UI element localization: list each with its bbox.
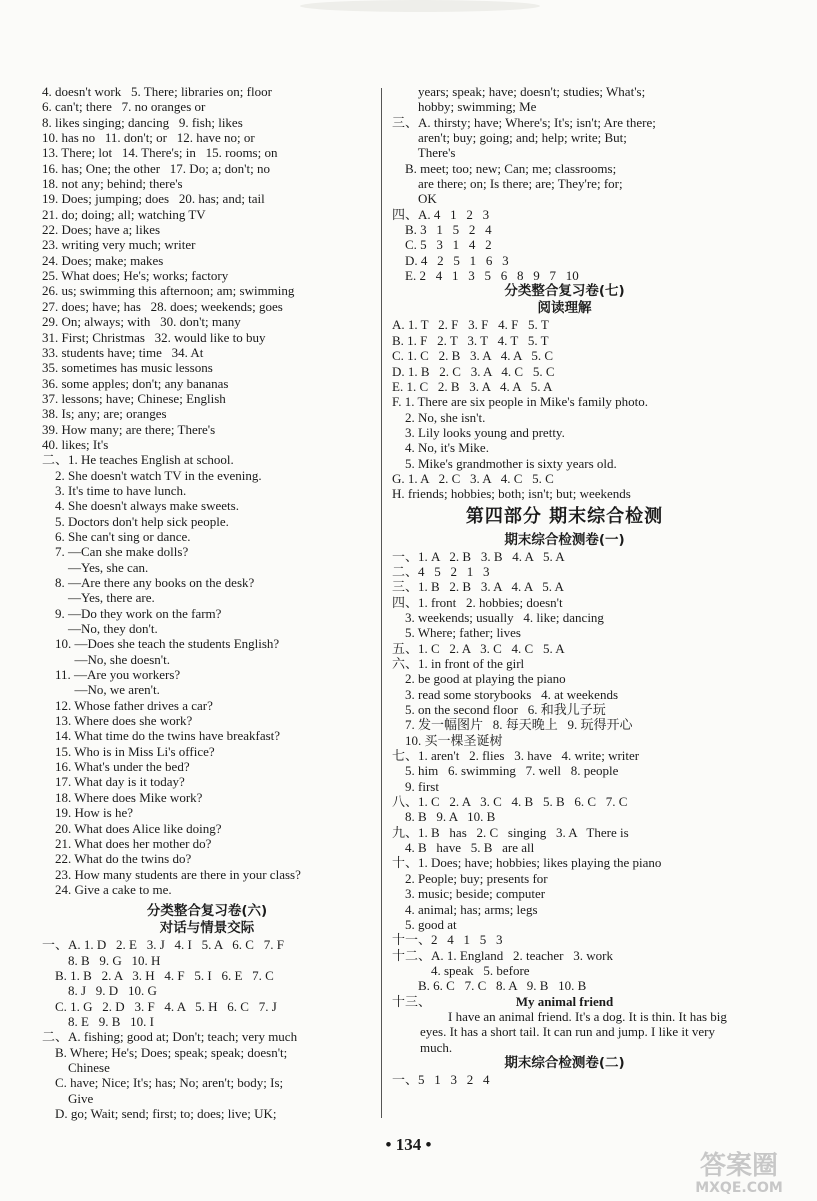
answer-text: 14. What time do the twins have breakfast?	[42, 728, 281, 744]
answer-text: 8. —Are there any books on the desk?	[42, 575, 255, 590]
watermark-top: 答案圈	[699, 1151, 779, 1181]
answer-line	[42, 1014, 372, 1029]
answer-text: 4. No, it's Mike.	[392, 440, 489, 456]
answer-text: 26. us; swimming this afternoon; am; swimming	[42, 283, 295, 299]
left-column	[42, 84, 372, 1121]
answer-line	[42, 1106, 372, 1121]
answer-line	[392, 671, 737, 686]
answer-line	[42, 759, 372, 774]
answer-text: 24. Give a cake to me.	[42, 881, 172, 897]
right-column	[392, 84, 737, 1087]
answer-line	[42, 728, 372, 743]
answer-text: —Yes, there are.	[42, 590, 155, 606]
answer-text: 38. Is; any; are; oranges	[42, 406, 167, 422]
answer-text: B. 1. F 2. T 3. T 4. T 5. T	[392, 332, 549, 348]
answer-line	[392, 410, 737, 425]
answer-line	[42, 1091, 372, 1106]
answer-line	[42, 360, 372, 375]
answer-line	[392, 625, 737, 640]
answer-text: 7. 发一幅图片 8. 每天晚上 9. 玩得开心	[392, 717, 633, 733]
answer-text: 一、5 1 3 2 4	[392, 1071, 490, 1087]
answer-line	[42, 514, 372, 529]
answer-text: C. 5 3 1 4 2	[392, 237, 492, 253]
answer-text: 8. likes singing; dancing 9. fish; likes	[42, 114, 243, 130]
answer-text: 5. good at	[392, 916, 457, 932]
answer-text: 九、1. B has 2. C singing 3. A There is	[392, 824, 629, 840]
answer-text: 31. First; Christmas 32. would like to buy	[42, 329, 266, 345]
answer-text: 25. What does; He's; works; factory	[42, 268, 229, 284]
answer-text: —No, she doesn't.	[42, 651, 171, 667]
answer-line	[392, 794, 737, 809]
answer-line	[392, 917, 737, 932]
answer-text: OK	[392, 191, 437, 207]
answer-line	[392, 809, 737, 824]
answer-text: D. go; Wait; send; first; to; does; live; UK;	[42, 1106, 277, 1121]
answer-line	[42, 468, 372, 483]
answer-line	[42, 376, 372, 391]
answer-line	[392, 871, 737, 886]
answer-line	[42, 268, 372, 283]
answer-text: 4. animal; has; arms; legs	[392, 901, 538, 917]
answer-text: 22. What do the twins do?	[42, 851, 192, 867]
answer-text: —No, we aren't.	[42, 682, 160, 698]
answer-text: B. 3 1 5 2 4	[392, 222, 492, 238]
answer-line	[392, 963, 737, 978]
answer-line	[42, 999, 372, 1014]
answer-line	[42, 483, 372, 498]
answer-text: 3. weekends; usually 4. like; dancing	[392, 609, 604, 625]
answer-line	[42, 529, 372, 544]
section-heading: 期末综合检测卷(一)	[504, 531, 625, 548]
answer-line	[42, 652, 372, 667]
answer-line	[42, 590, 372, 605]
answer-text: 24. Does; make; makes	[42, 252, 164, 268]
section-heading: 期末综合检测卷(二)	[504, 1054, 625, 1071]
answer-line	[42, 606, 372, 621]
answer-text: 12. Whose father drives a car?	[42, 697, 213, 713]
answer-line	[392, 549, 737, 564]
answer-line	[392, 176, 737, 191]
page-number: • 134 •	[385, 1135, 432, 1154]
answer-text: Chinese	[42, 1059, 110, 1075]
answer-text: 8. E 9. B 10. I	[42, 1013, 154, 1029]
watermark-logo	[673, 1144, 805, 1196]
answer-line	[42, 836, 372, 851]
answer-text: C. have; Nice; It's; has; No; aren't; body; Is;	[42, 1075, 284, 1091]
answer-text: 四、1. front 2. hobbies; doesn't	[392, 594, 563, 610]
answer-text: 6. can't; there 7. no oranges or	[42, 99, 206, 115]
answer-line	[42, 744, 372, 759]
answer-text: 21. do; doing; all; watching TV	[42, 206, 206, 222]
essay-paragraph: I have an animal friend. It's a dog. It is thin. It has big eyes. It has a short tail. It can run and jump. I like it very much.	[420, 1008, 727, 1055]
answer-line	[42, 544, 372, 559]
section-heading: 对话与情景交际	[159, 920, 255, 937]
answer-text: are there; on; Is there; are; They're; for;	[392, 176, 623, 192]
answer-line	[42, 851, 372, 866]
answer-line	[392, 348, 737, 363]
answer-line	[392, 317, 737, 332]
answer-text: 16. has; One; the other 17. Do; a; don't; no	[42, 160, 271, 176]
answer-text: 5. on the second floor 6. 和我儿子玩	[392, 702, 606, 718]
answer-line	[42, 314, 372, 329]
answer-text: 27. does; have; has 28. does; weekends; goes	[42, 298, 283, 314]
answer-line	[42, 713, 372, 728]
answer-text: 二、4 5 2 1 3	[392, 563, 490, 579]
answer-text: 21. What does her mother do?	[42, 835, 212, 851]
answer-text: 7. —Can she make dolls?	[42, 544, 189, 560]
answer-line	[392, 779, 737, 794]
answer-line	[42, 222, 372, 237]
answer-line	[392, 948, 737, 963]
answer-text: 8. B 9. G 10. H	[42, 952, 161, 968]
answer-text: 17. What day is it today?	[42, 774, 185, 790]
answer-text: B. 6. C 7. C 8. A 9. B 10. B	[392, 978, 587, 994]
answer-line	[42, 575, 372, 590]
answer-line	[392, 641, 737, 656]
answer-line	[42, 176, 372, 191]
answer-line	[42, 207, 372, 222]
answer-line	[392, 145, 737, 160]
answer-text: 11. —Are you workers?	[42, 667, 181, 683]
answer-line	[392, 610, 737, 625]
answer-text: 23. writing very much; writer	[42, 237, 196, 253]
answer-text: 13. Where does she work?	[42, 713, 193, 729]
answer-line	[392, 394, 737, 409]
answer-text: 5. Doctors don't help sick people.	[42, 513, 229, 529]
answer-text: 五、1. C 2. A 3. C 4. C 5. A	[392, 640, 565, 656]
answer-line	[42, 330, 372, 345]
answer-text: 十一、2 4 1 5 3	[392, 932, 503, 948]
answer-text: D. 1. B 2. C 3. A 4. C 5. C	[392, 363, 555, 379]
answer-text: hobby; swimming; Me	[392, 99, 537, 115]
answer-text: B. Where; He's; Does; speak; speak; doesn't;	[42, 1044, 288, 1060]
answer-line	[42, 345, 372, 360]
answer-line	[42, 805, 372, 820]
answer-text: aren't; buy; going; and; help; write; But;	[392, 130, 627, 146]
answer-line	[392, 456, 737, 471]
answer-text: years; speak; have; doesn't; studies; What's;	[392, 84, 646, 99]
answer-line	[42, 937, 372, 952]
answer-text: 3. read some storybooks 4. at weekends	[392, 686, 619, 702]
answer-line	[42, 968, 372, 983]
answer-line	[392, 237, 737, 252]
answer-line	[42, 621, 372, 636]
answer-text: 39. How many; are there; There's	[42, 421, 216, 437]
answer-line	[42, 667, 372, 682]
answer-text: 十、1. Does; have; hobbies; likes playing the piano	[392, 855, 662, 871]
answer-line	[392, 902, 737, 917]
answer-line	[392, 130, 737, 145]
section-heading: 分类整合复习卷(七)	[504, 283, 625, 300]
answer-text: 8. J 9. D 10. G	[42, 983, 157, 999]
answer-line	[42, 636, 372, 651]
answer-text: 3. It's time to have lunch.	[42, 482, 187, 498]
answer-line	[392, 425, 737, 440]
answer-line	[392, 886, 737, 901]
answer-line	[392, 825, 737, 840]
answer-line	[42, 191, 372, 206]
answer-text: 2. No, she isn't.	[392, 409, 486, 425]
answer-text: 36. some apples; don't; any bananas	[42, 375, 229, 391]
answer-line	[392, 1072, 737, 1087]
answer-line	[42, 1075, 372, 1090]
answer-line	[42, 130, 372, 145]
answer-text: 四、A. 4 1 2 3	[392, 206, 490, 222]
answer-text: 4. She doesn't always make sweets.	[42, 498, 239, 514]
answer-line	[42, 821, 372, 836]
answer-text: E. 1. C 2. B 3. A 4. A 5. A	[392, 378, 553, 394]
answer-line	[42, 99, 372, 114]
answer-line	[42, 498, 372, 513]
answer-line	[392, 748, 737, 763]
answer-line	[392, 84, 737, 99]
answer-text: A. 1. T 2. F 3. F 4. F 5. T	[392, 317, 549, 333]
answer-line	[392, 333, 737, 348]
answer-text: 2. People; buy; presents for	[392, 870, 548, 886]
answer-text: 9. first	[392, 778, 439, 794]
answer-text: 10. 买一棵圣诞树	[392, 732, 503, 748]
answer-text: E. 2 4 1 3 5 6 8 9 7 10	[392, 268, 579, 284]
answer-line	[42, 161, 372, 176]
part-heading: 第四部分 期末综合检测	[465, 505, 664, 527]
answer-text: 23. How many students are there in your class?	[42, 866, 301, 882]
answer-text: 2. She doesn't watch TV in the evening.	[42, 467, 262, 483]
answer-line	[42, 1045, 372, 1060]
essay-title-line	[392, 994, 737, 1009]
answer-line	[392, 99, 737, 114]
answer-text: C. 1. C 2. B 3. A 4. A 5. C	[392, 348, 554, 364]
answer-text: 三、1. B 2. B 3. A 4. A 5. A	[392, 579, 564, 595]
answer-line	[42, 682, 372, 697]
answer-line	[392, 579, 737, 594]
answer-line	[392, 115, 737, 130]
answer-text: D. 4 2 5 1 6 3	[392, 252, 509, 268]
answer-text: 二、1. He teaches English at school.	[42, 452, 234, 468]
answer-line	[42, 698, 372, 713]
answer-text: 5. him 6. swimming 7. well 8. people	[392, 763, 619, 779]
answer-line	[392, 191, 737, 206]
answer-line	[42, 790, 372, 805]
answer-line	[392, 733, 737, 748]
answer-line	[392, 932, 737, 947]
answer-line	[392, 687, 737, 702]
answer-text: 10. —Does she teach the students English?	[42, 636, 280, 652]
answer-line	[42, 452, 372, 467]
answer-text: 六、1. in front of the girl	[392, 656, 525, 671]
answer-text: 13. There; lot 14. There's; in 15. rooms; on	[42, 145, 278, 161]
answer-text: 19. How is he?	[42, 805, 133, 821]
answer-text: 18. Where does Mike work?	[42, 789, 203, 805]
question-number: 十三、	[392, 993, 432, 1009]
answer-line	[392, 379, 737, 394]
answer-line	[42, 283, 372, 298]
answer-text: 10. has no 11. don't; or 12. have no; or	[42, 130, 255, 146]
answer-text: 5. Mike's grandmother is sixty years old.	[392, 455, 617, 471]
answer-text: 八、1. C 2. A 3. C 4. B 5. B 6. C 7. C	[392, 794, 628, 810]
answer-line	[392, 268, 737, 283]
answer-text: 33. students have; time 34. At	[42, 344, 204, 360]
answer-line	[42, 867, 372, 882]
answer-text: H. friends; hobbies; both; isn't; but; weekends	[392, 486, 631, 502]
answer-line	[42, 437, 372, 452]
answer-line	[42, 253, 372, 268]
answer-text: 3. Lily looks young and pretty.	[392, 424, 565, 440]
answer-text: 9. —Do they work on the farm?	[42, 605, 222, 621]
essay-title: My animal friend	[515, 993, 614, 1009]
answer-line	[392, 978, 737, 993]
answer-line	[392, 161, 737, 176]
answer-line	[42, 84, 372, 99]
answer-line	[42, 983, 372, 998]
answer-text: 40. likes; It's	[42, 436, 109, 452]
answer-text: 37. lessons; have; Chinese; English	[42, 390, 226, 406]
scan-stain	[0, 0, 817, 22]
answer-line	[392, 486, 737, 501]
answer-line	[42, 391, 372, 406]
answer-line	[392, 656, 737, 671]
answer-line	[392, 364, 737, 379]
answer-text: 2. be good at playing the piano	[392, 671, 566, 687]
answer-text: There's	[392, 145, 456, 161]
answer-text: 16. What's under the bed?	[42, 759, 190, 775]
answer-text: —No, they don't.	[42, 621, 158, 637]
answer-text: B. 1. B 2. A 3. H 4. F 5. I 6. E 7. C	[42, 967, 274, 983]
answer-line	[392, 855, 737, 870]
answer-line	[42, 115, 372, 130]
answer-text: —Yes, she can.	[42, 559, 149, 575]
answer-text: 一、1. A 2. B 3. B 4. A 5. A	[392, 548, 565, 564]
answer-text: 6. She can't sing or dance.	[42, 528, 191, 544]
answer-text: 三、A. thirsty; have; Where's; It's; isn't; Are there;	[392, 114, 656, 130]
answer-line	[42, 422, 372, 437]
answer-line	[42, 145, 372, 160]
answer-line	[42, 1029, 372, 1044]
answer-text: 18. not any; behind; there's	[42, 176, 183, 192]
answer-text: 七、1. aren't 2. flies 3. have 4. write; writer	[392, 748, 640, 764]
answer-line	[42, 406, 372, 421]
answer-text: B. meet; too; new; Can; me; classrooms;	[392, 160, 617, 176]
answer-text: 8. B 9. A 10. B	[392, 809, 496, 825]
answer-line	[42, 774, 372, 789]
answer-line	[42, 560, 372, 575]
answer-text: 19. Does; jumping; does 20. has; and; tail	[42, 191, 265, 207]
answer-text: 15. Who is in Miss Li's office?	[42, 743, 215, 759]
answer-line	[42, 882, 372, 897]
answer-line	[392, 702, 737, 717]
answer-text: 一、A. 1. D 2. E 3. J 4. I 5. A 6. C 7. F	[42, 937, 284, 953]
answer-line	[392, 253, 737, 268]
answer-line	[392, 763, 737, 778]
column-divider	[381, 88, 382, 1118]
answer-line	[392, 222, 737, 237]
answer-line	[392, 440, 737, 455]
answer-text: 十二、A. 1. England 2. teacher 3. work	[392, 947, 613, 963]
answer-line	[392, 717, 737, 732]
answer-text: 22. Does; have a; likes	[42, 222, 161, 238]
answer-text: 4. doesn't work 5. There; libraries on; floor	[42, 84, 272, 99]
answer-text: 二、A. fishing; good at; Don't; teach; very much	[42, 1029, 298, 1045]
answer-text: 3. music; beside; computer	[392, 886, 546, 902]
answer-text: 4. speak 5. before	[392, 962, 530, 978]
answer-line	[392, 595, 737, 610]
answer-line	[42, 237, 372, 252]
section-heading: 分类整合复习卷(六)	[146, 903, 268, 920]
answer-line	[42, 1060, 372, 1075]
answer-line	[392, 840, 737, 855]
watermark-bottom: MXQE.COM	[695, 1180, 783, 1196]
answer-line	[392, 207, 737, 222]
section-heading: 阅读理解	[537, 300, 592, 317]
answer-line	[392, 471, 737, 486]
answer-line	[42, 299, 372, 314]
answer-line	[42, 953, 372, 968]
answer-text: Give	[42, 1090, 94, 1106]
answer-text: 35. sometimes has music lessons	[42, 360, 213, 376]
answer-text: F. 1. There are six people in Mike's family photo.	[392, 394, 648, 410]
answer-text: 20. What does Alice like doing?	[42, 820, 222, 836]
answer-line	[392, 564, 737, 579]
answer-text: 5. Where; father; lives	[392, 625, 521, 641]
answer-text: C. 1. G 2. D 3. F 4. A 5. H 6. C 7. J	[42, 998, 277, 1014]
answer-text: 29. On; always; with 30. don't; many	[42, 314, 241, 330]
answer-text: 4. B have 5. B are all	[392, 840, 535, 856]
answer-text: G. 1. A 2. C 3. A 4. C 5. C	[392, 470, 554, 486]
